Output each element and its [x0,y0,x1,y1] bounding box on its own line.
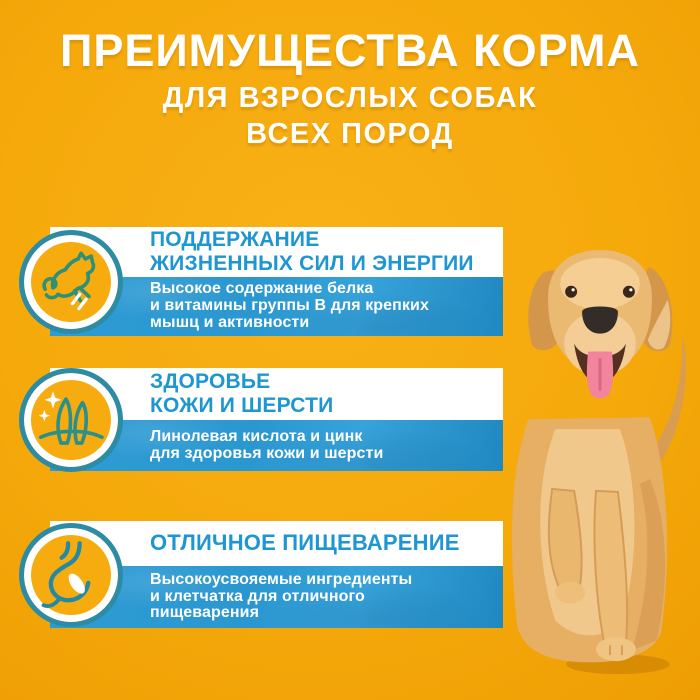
benefit-text-line: и витамины группы В для крепких [150,297,429,315]
running-dog-icon [19,230,123,334]
benefit-card-digestion [50,521,503,628]
benefit-text-line: Высокое содержание белка [150,280,374,298]
title-line-1: ПРЕИМУЩЕСТВА КОРМА [59,25,641,76]
golden-retriever-photo [500,242,700,700]
stomach-icon [19,523,123,627]
title-line-2: ДЛЯ ВЗРОСЛЫХ СОБАК [162,81,538,114]
benefit-heading-line: КОЖИ И ШЕРСТИ [150,394,334,417]
benefit-text-line: и клетчатка для отличного [150,587,365,605]
benefit-text-line: мышц и активности [150,313,310,331]
benefit-text-line: для здоровья кожи и шерсти [150,444,384,462]
benefit-text-line: пищеварения [150,604,260,622]
benefit-heading-line: ЗДОРОВЬЕ [150,370,271,394]
benefit-heading-line: ОТЛИЧНОЕ ПИЩЕВАРЕНИЕ [150,530,460,556]
benefit-heading-line: ПОДДЕРЖАНИЕ [150,228,320,252]
benefit-text-line: Линолевая кислота и цинк [150,427,363,445]
benefit-card-skin-coat [50,368,503,471]
benefit-card-vitality [50,227,503,336]
banner-title [0,25,700,151]
benefit-text-line: Высокоусвояемые ингредиенты [150,570,413,588]
title-line-3: ВСЕХ ПОРОД [246,118,454,151]
benefit-heading-line: ЖИЗНЕННЫХ СИЛ И ЭНЕРГИИ [150,252,474,275]
skin-and-coat-icon [19,368,123,472]
